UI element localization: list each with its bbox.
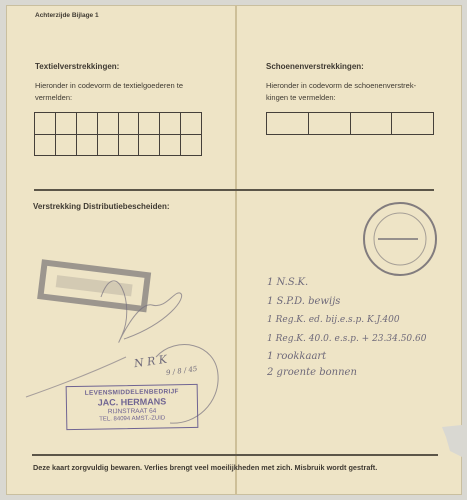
shoes-title: Schoenenverstrekkingen: — [266, 62, 364, 71]
distribution-title: Verstrekking Distributiebescheiden: — [33, 202, 170, 211]
round-postal-stamp — [364, 203, 436, 275]
header-label: Achterzijde Bijlage 1 — [35, 12, 99, 19]
hand-line-5: 1 rookkaart — [267, 351, 327, 362]
distribution-card — [6, 5, 462, 495]
shop-stamp-line-2: JAC. HERMANS — [97, 396, 167, 408]
hand-line-3: 1 Reg.K. ed. bij.e.s.p. K.J.400 — [267, 315, 400, 325]
footer-warning: Deze kaart zorgvuldig bewaren. Verlies brengt veel moeilijkheden met zich. Misbruik wordt gestraft. — [33, 463, 378, 472]
smudged-rect-stamp — [40, 263, 147, 309]
hand-line-1: 1 N.S.K. — [267, 277, 309, 288]
hand-line-6: 2 groente bonnen — [267, 367, 357, 378]
shoes-instruction-2: kingen te vermelden: — [266, 93, 336, 102]
textile-instruction-1: Hieronder in codevorm de textielgoederen te — [35, 81, 184, 90]
margin-note-1: N R K — [133, 352, 168, 371]
footer-divider — [32, 454, 438, 456]
shop-stamp — [66, 384, 199, 430]
textile-title: Textielverstrekkingen: — [35, 62, 120, 71]
shop-stamp-line-4: TEL. 84094 AMST.-ZUID — [99, 415, 166, 423]
shop-stamp-line-1: LEVENSMIDDELENBEDRIJF — [84, 388, 179, 397]
textile-instruction-2: vermelden: — [35, 93, 73, 102]
hand-line-2: 1 S.P.D. bewijs — [267, 296, 341, 307]
hand-line-4: 1 Reg.K. 40.0. e.s.p. + 23.34.50.60 — [267, 334, 427, 344]
shop-stamp-line-3: RIJNSTRAAT 64 — [107, 407, 157, 416]
paper-tear — [442, 425, 462, 457]
margin-note-2: 9 / 8 / 45 — [165, 364, 198, 378]
shoes-instruction-1: Hieronder in codevorm de schoenenverstrek- — [266, 81, 417, 90]
